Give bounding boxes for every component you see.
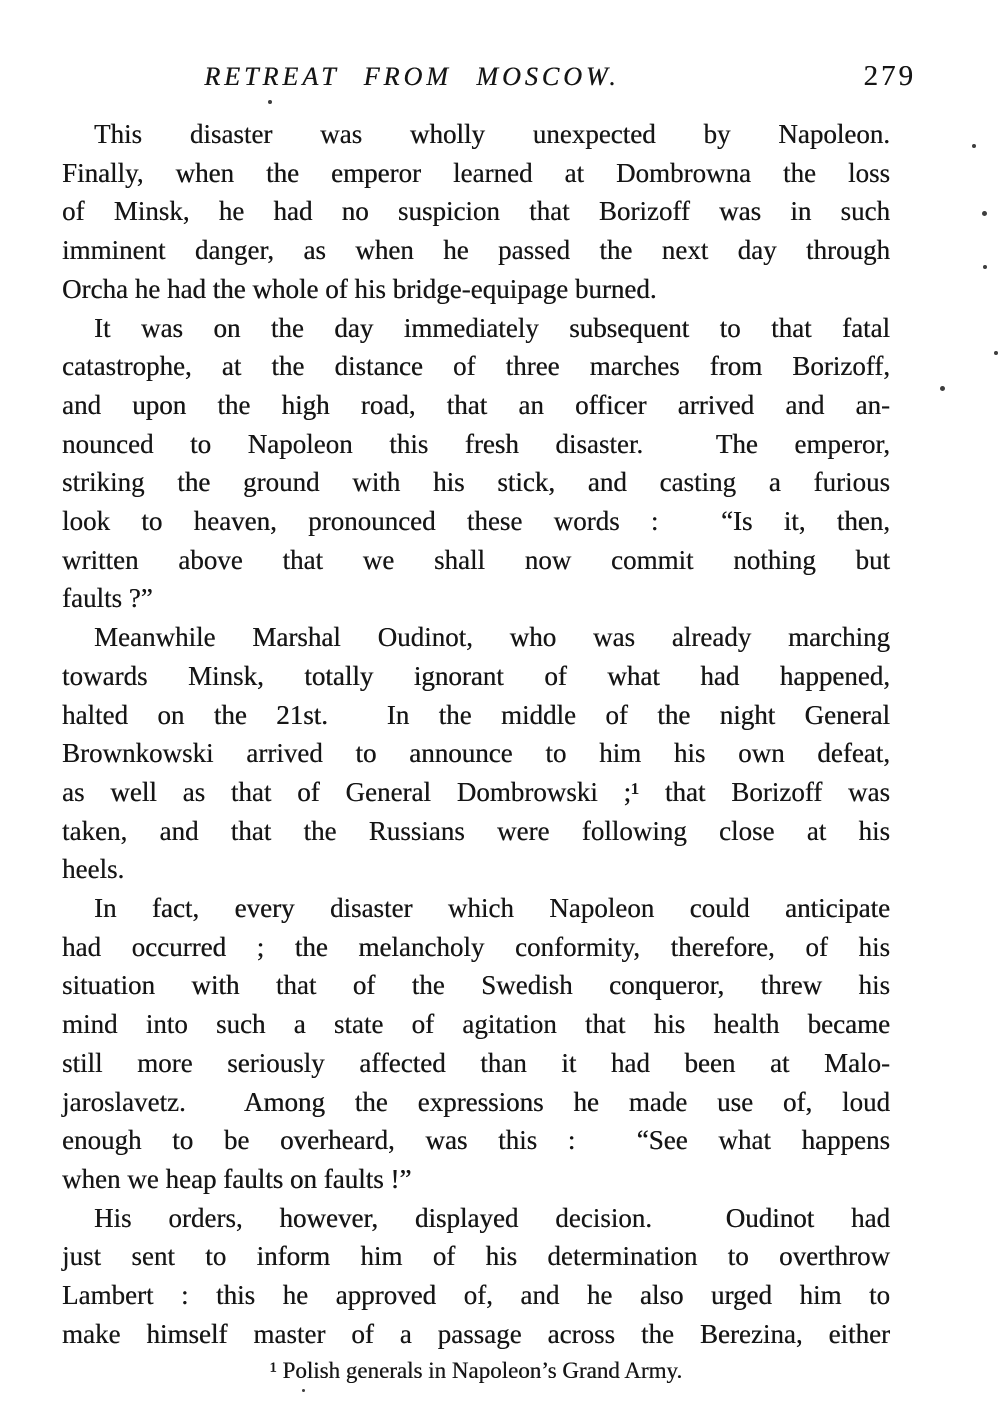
paragraph [62,309,890,619]
text-line: towards Minsk, totally ignorant of what had happened, [62,660,890,691]
page-number: 279 [863,60,916,92]
paragraph [62,618,890,889]
text-line: look to heaven, pronounced these words : “Is it, then, [62,506,890,537]
text-line: imminent danger, as when he passed the next day through [62,235,890,266]
text-line: Lambert : this he approved of, and he also urged him to [62,1280,890,1311]
scan-speck [302,1389,305,1392]
text-line: make himself master of a passage across the Berezina, either [62,1318,890,1349]
text-line: when we heap faults on faults !” [62,1163,412,1194]
body-text [62,115,890,1354]
paragraph [62,115,890,309]
text-line: striking the ground with his stick, and casting a furious [62,467,890,498]
text-line: catastrophe, at the distance of three marches from Borizoff, [62,351,890,382]
scan-speck [268,100,272,104]
text-line: halted on the 21st. In the middle of the night General [62,699,890,730]
running-header: RETREAT FROM MOSCOW. [204,62,620,91]
text-line: as well as that of General Dombrowski ;¹ that Borizoff was [62,776,890,807]
text-line: still more seriously affected than it had been at Malo- [62,1047,890,1078]
scan-speck [982,211,987,216]
text-line: written above that we shall now commit nothing but [62,544,890,575]
paragraph [62,889,890,1199]
text-line: Orcha he had the whole of his bridge-equipage burned. [62,273,657,304]
footnote: ¹ Polish generals in Napoleon’s Grand Army. [269,1358,683,1383]
text-line: taken, and that the Russians were following close at his [62,815,890,846]
text-line: heels. [62,854,125,885]
text-line: just sent to inform him of his determination to overthrow [62,1241,890,1272]
text-line: faults ?” [62,583,153,614]
text-line: enough to be overheard, was this : “See what happens [62,1125,890,1156]
text-line: In fact, every disaster which Napoleon could anticipate [94,893,890,924]
text-line: jaroslavetz. Among the expressions he made use of, loud [62,1086,890,1117]
text-line: Meanwhile Marshal Oudinot, who was already marching [94,622,890,653]
text-line: Finally, when the emperor learned at Dombrowna the loss [62,157,890,188]
text-line: This disaster was wholly unexpected by Napoleon. [94,119,890,149]
text-line: situation with that of the Swedish conqueror, threw his [62,970,890,1001]
text-line: It was on the day immediately subsequent to that fatal [94,312,890,343]
scan-speck [940,386,945,391]
text-line: nounced to Napoleon this fresh disaster. The emperor, [62,428,890,459]
scan-speck [994,351,998,355]
text-line: of Minsk, he had no suspicion that Borizoff was in such [62,196,890,227]
paragraph [62,1199,890,1354]
text-line: His orders, however, displayed decision. Oudinot had [94,1202,890,1233]
scan-speck [972,144,976,148]
text-line: mind into such a state of agitation that his health became [62,1009,890,1040]
text-line: had occurred ; the melancholy conformity, therefore, of his [62,931,890,962]
text-line: and upon the high road, that an officer arrived and an- [62,389,890,420]
text-line: Brownkowski arrived to announce to him his own defeat, [62,738,890,769]
scan-speck [983,265,987,269]
